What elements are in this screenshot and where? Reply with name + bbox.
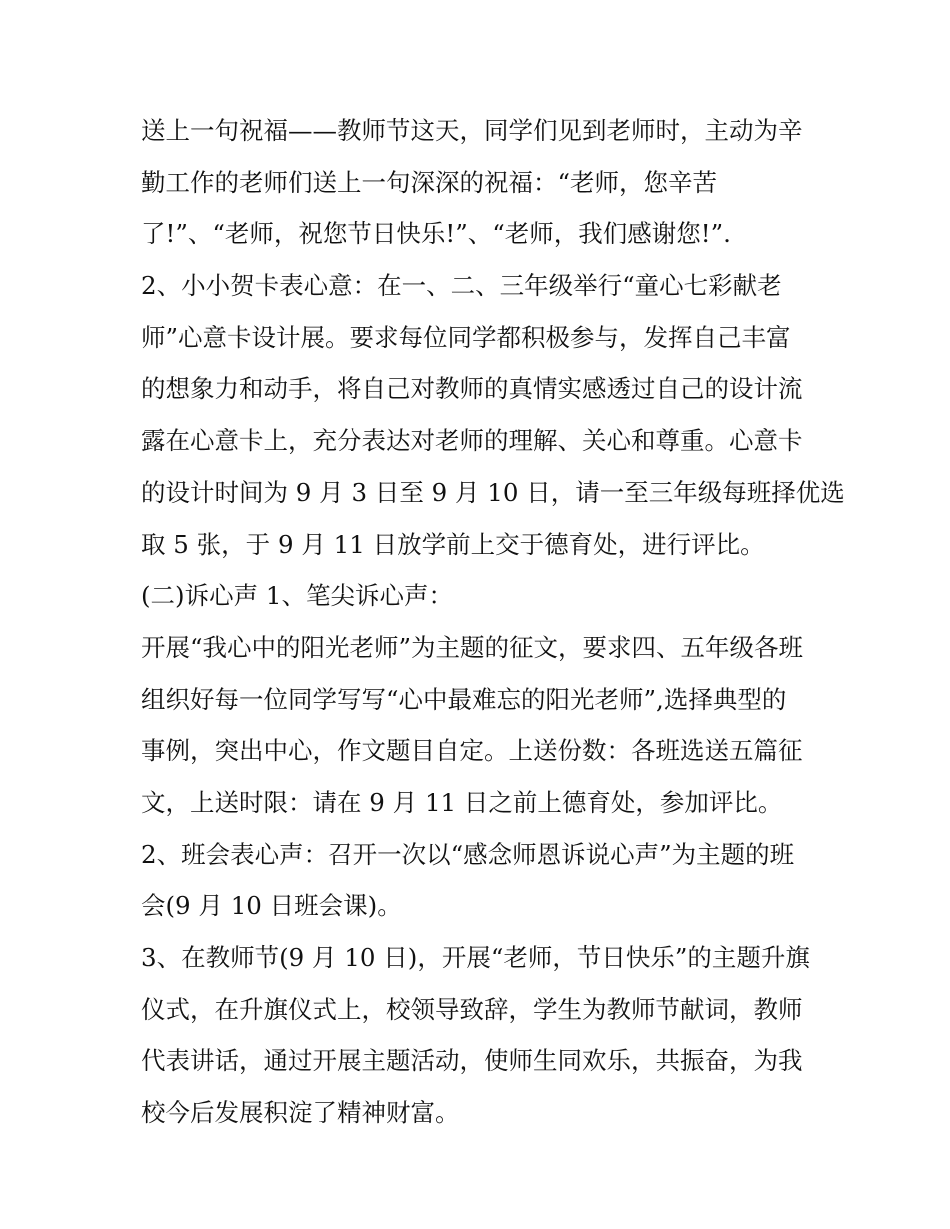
text-line: 勤工作的老师们送上一句深深的祝福：“老师，您辛苦 [141, 167, 718, 197]
text-line: 的想象力和动手，将自己对教师的真情实感透过自己的设计流 [141, 374, 803, 404]
text-line: 仪式，在升旗仪式上，校领导致辞，学生为教师节献词，教师 [141, 994, 803, 1024]
text-line: (二)诉心声 1、笔尖诉心声： [141, 581, 453, 611]
text-line: 取 5 张，于 9 月 11 日放学前上交于德育处，进行评比。 [141, 529, 765, 559]
text-line: 露在心意卡上，充分表达对老师的理解、关心和尊重。心意卡 [141, 426, 803, 456]
text-line: 的设计时间为 9 月 3 日至 9 月 10 日，请一至三年级每班择优选 [141, 477, 845, 507]
text-line: 组织好每一位同学写写“心中最难忘的阳光老师”,选择典型的 [141, 684, 787, 714]
document-body [141, 105, 845, 1139]
text-line: 校今后发展积淀了精神财富。 [141, 1098, 460, 1128]
text-line: 文，上送时限：请在 9 月 11 日之前上德育处，参加评比。 [141, 787, 783, 817]
text-line: 代表讲话，通过开展主题活动，使师生同欢乐，共振奋，为我 [141, 1046, 803, 1076]
text-line: 3、在教师节(9 月 10 日)，开展“老师，节日快乐”的主题升旗 [141, 943, 810, 972]
text-line: 会(9 月 10 日班会课)。 [141, 891, 402, 921]
text-line: 2、班会表心声：召开一次以“感念师恩诉说心声”为主题的班 [141, 839, 795, 869]
text-line: 送上一句祝福——教师节这天，同学们见到老师时，主动为辛 [141, 116, 803, 145]
text-line: 2、小小贺卡表心意：在一、二、三年级举行“童心七彩献老 [141, 271, 782, 301]
text-line: 开展“我心中的阳光老师”为主题的征文，要求四、五年级各班 [141, 632, 804, 662]
text-line: 了!”、“老师，祝您节日快乐!”、“老师，我们感谢您!”. [141, 219, 731, 249]
text-line: 事例，突出中心，作文题目自定。上送份数：各班选送五篇征 [141, 736, 803, 766]
text-line: 师”心意卡设计展。要求每位同学都积极参与，发挥自己丰富 [141, 322, 791, 352]
